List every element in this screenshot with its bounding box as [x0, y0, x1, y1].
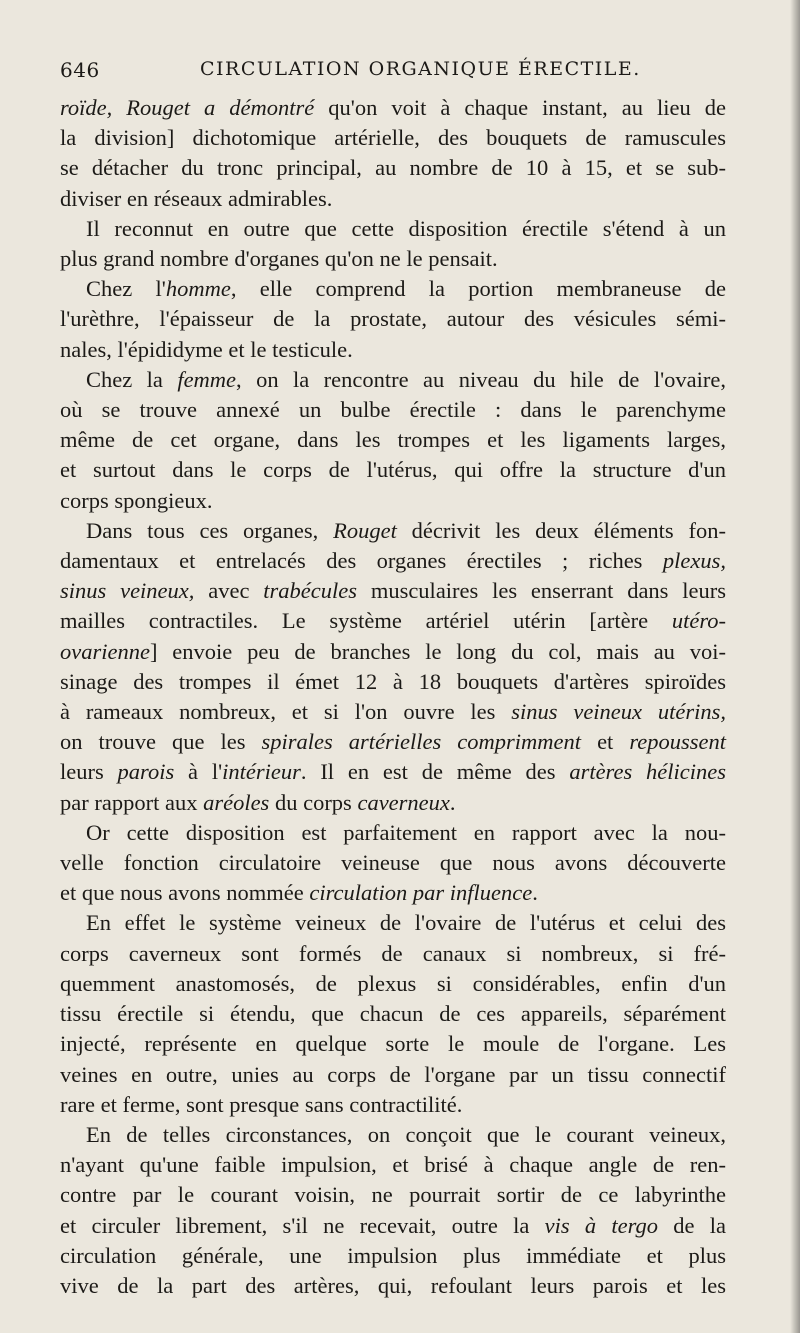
italic-term: roïde, Rouget a démontré — [60, 95, 315, 120]
italic-term: repoussent — [629, 729, 726, 755]
text-line: Chez l'homme, elle comprend la portion membraneuse de — [86, 276, 726, 302]
running-title: CIRCULATION ORGANIQUE ÉRECTILE. — [200, 58, 641, 80]
running-header — [60, 58, 720, 88]
text-line: l'urèthre, l'épaisseur de la prostate, autour des vésicules sémi- — [60, 306, 726, 332]
text-line: roïde, Rouget a démontré qu'on voit à chaque instant, au lieu de — [60, 95, 726, 120]
text-line: veines en outre, unies au corps de l'organe par un tissu connectif — [60, 1061, 726, 1087]
italic-term: sinus veineux, — [60, 578, 195, 604]
text-line: injecté, représente en quelque sorte le moule de l'organe. Les — [60, 1031, 726, 1057]
text-line: n'ayant qu'une faible impulsion, et brisé à chaque angle de ren- — [60, 1152, 726, 1178]
text-line: sinage des trompes il émet 12 à 18 bouquets d'artères spiroïdes — [60, 668, 726, 694]
text-line: où se trouve annexé un bulbe érectile : dans le parenchyme — [60, 397, 726, 423]
text-line: Dans tous ces organes, Rouget décrivit les deux éléments fon- — [86, 517, 727, 543]
italic-term: vis à tergo — [544, 1212, 659, 1238]
italic-term: parois — [117, 759, 175, 785]
text-line: à rameaux nombreux, et si l'on ouvre les sinus veineux utérins, — [60, 699, 726, 725]
italic-term: artères hélicines — [569, 759, 726, 785]
paragraph — [60, 818, 726, 909]
paragraph — [60, 214, 726, 274]
italic-term: circulation par influence — [309, 880, 533, 906]
paragraph — [60, 365, 726, 516]
italic-term: sinus veineux utérins, — [511, 699, 726, 725]
italic-term: utéro- — [671, 608, 726, 634]
text-line: damentaux et entrelacés des organes érectiles ; riches plexus, — [60, 548, 726, 574]
text-line: la division] dichotomique artérielle, des bouquets de ramuscules — [60, 125, 726, 151]
text-line: vive de la part des artères, qui, refoulant leurs parois et les — [60, 1272, 726, 1298]
text-line: et surtout dans le corps de l'utérus, qui offre la structure d'un — [60, 457, 726, 483]
text-line: rare et ferme, sont presque sans contractilité. — [60, 1091, 463, 1117]
page-number: 646 — [60, 58, 100, 82]
text-line: leurs parois à l'intérieur. Il en est de même des artères hélicines — [60, 759, 726, 785]
body-text — [60, 93, 726, 1301]
text-line: plus grand nombre d'organes qu'on ne le pensait. — [60, 246, 498, 272]
italic-term: femme — [177, 366, 237, 392]
italic-term: trabécules — [263, 578, 357, 604]
text-line: contre par le courant voisin, ne pourrait sortir de ce labyrinthe — [60, 1182, 726, 1208]
italic-term: homme — [165, 276, 231, 302]
paragraph — [60, 274, 726, 365]
italic-term: Rouget — [333, 517, 397, 543]
text-line: En de telles circonstances, on conçoit que le courant veineux, — [86, 1121, 726, 1147]
italic-term: aréoles — [203, 789, 270, 815]
text-line: corps spongieux. — [60, 487, 213, 513]
page-edge-shadow — [790, 0, 800, 1333]
text-line: nales, l'épididyme et le testicule. — [60, 336, 353, 362]
italic-term: intérieur — [222, 759, 301, 785]
text-line: Chez la femme, on la rencontre au niveau du hile de l'ovaire, — [86, 366, 726, 392]
text-line: Or cette disposition est parfaitement en rapport avec la nou- — [86, 819, 726, 845]
text-line: ovarienne] envoie peu de branches le long du col, mais au voi- — [60, 638, 726, 664]
text-line: circulation générale, une impulsion plus immédiate et plus — [60, 1242, 726, 1268]
text-line: corps caverneux sont formés de canaux si nombreux, si fré- — [60, 940, 726, 966]
text-line: sinus veineux, avec trabécules musculaires les enserrant dans leurs — [60, 578, 726, 604]
italic-term: spirales artérielles comprimment — [261, 729, 582, 755]
text-line: même de cet organe, dans les trompes et les ligaments larges, — [60, 427, 726, 453]
paragraph — [60, 908, 726, 1119]
text-line: En effet le système veineux de l'ovaire de l'utérus et celui des — [86, 910, 726, 936]
italic-term: caverneux — [357, 789, 450, 815]
paragraph — [60, 1120, 726, 1301]
paragraph — [60, 516, 726, 818]
text-line: Il reconnut en outre que cette disposition érectile s'étend à un — [86, 215, 726, 241]
text-line: et que nous avons nommée circulation par influence. — [60, 880, 538, 906]
text-line: et circuler librement, s'il ne recevait, outre la vis à tergo de la — [60, 1212, 726, 1238]
text-line: on trouve que les spirales artérielles comprimment et repoussent — [60, 729, 726, 755]
text-line: diviser en réseaux admirables. — [60, 185, 333, 211]
text-line: par rapport aux aréoles du corps caverneux. — [60, 789, 456, 815]
text-line: se détacher du tronc principal, au nombre de 10 à 15, et se sub- — [60, 155, 726, 181]
text-line: mailles contractiles. Le système artériel utérin [artère utéro- — [60, 608, 726, 634]
italic-term: plexus, — [662, 548, 726, 574]
paragraph — [60, 93, 726, 214]
text-line: velle fonction circulatoire veineuse que nous avons découverte — [60, 850, 726, 876]
italic-term: ovarienne — [60, 638, 150, 664]
text-line: quemment anastomosés, de plexus si considérables, enfin d'un — [60, 970, 726, 996]
text-line: tissu érectile si étendu, que chacun de ces appareils, séparément — [60, 1001, 726, 1027]
